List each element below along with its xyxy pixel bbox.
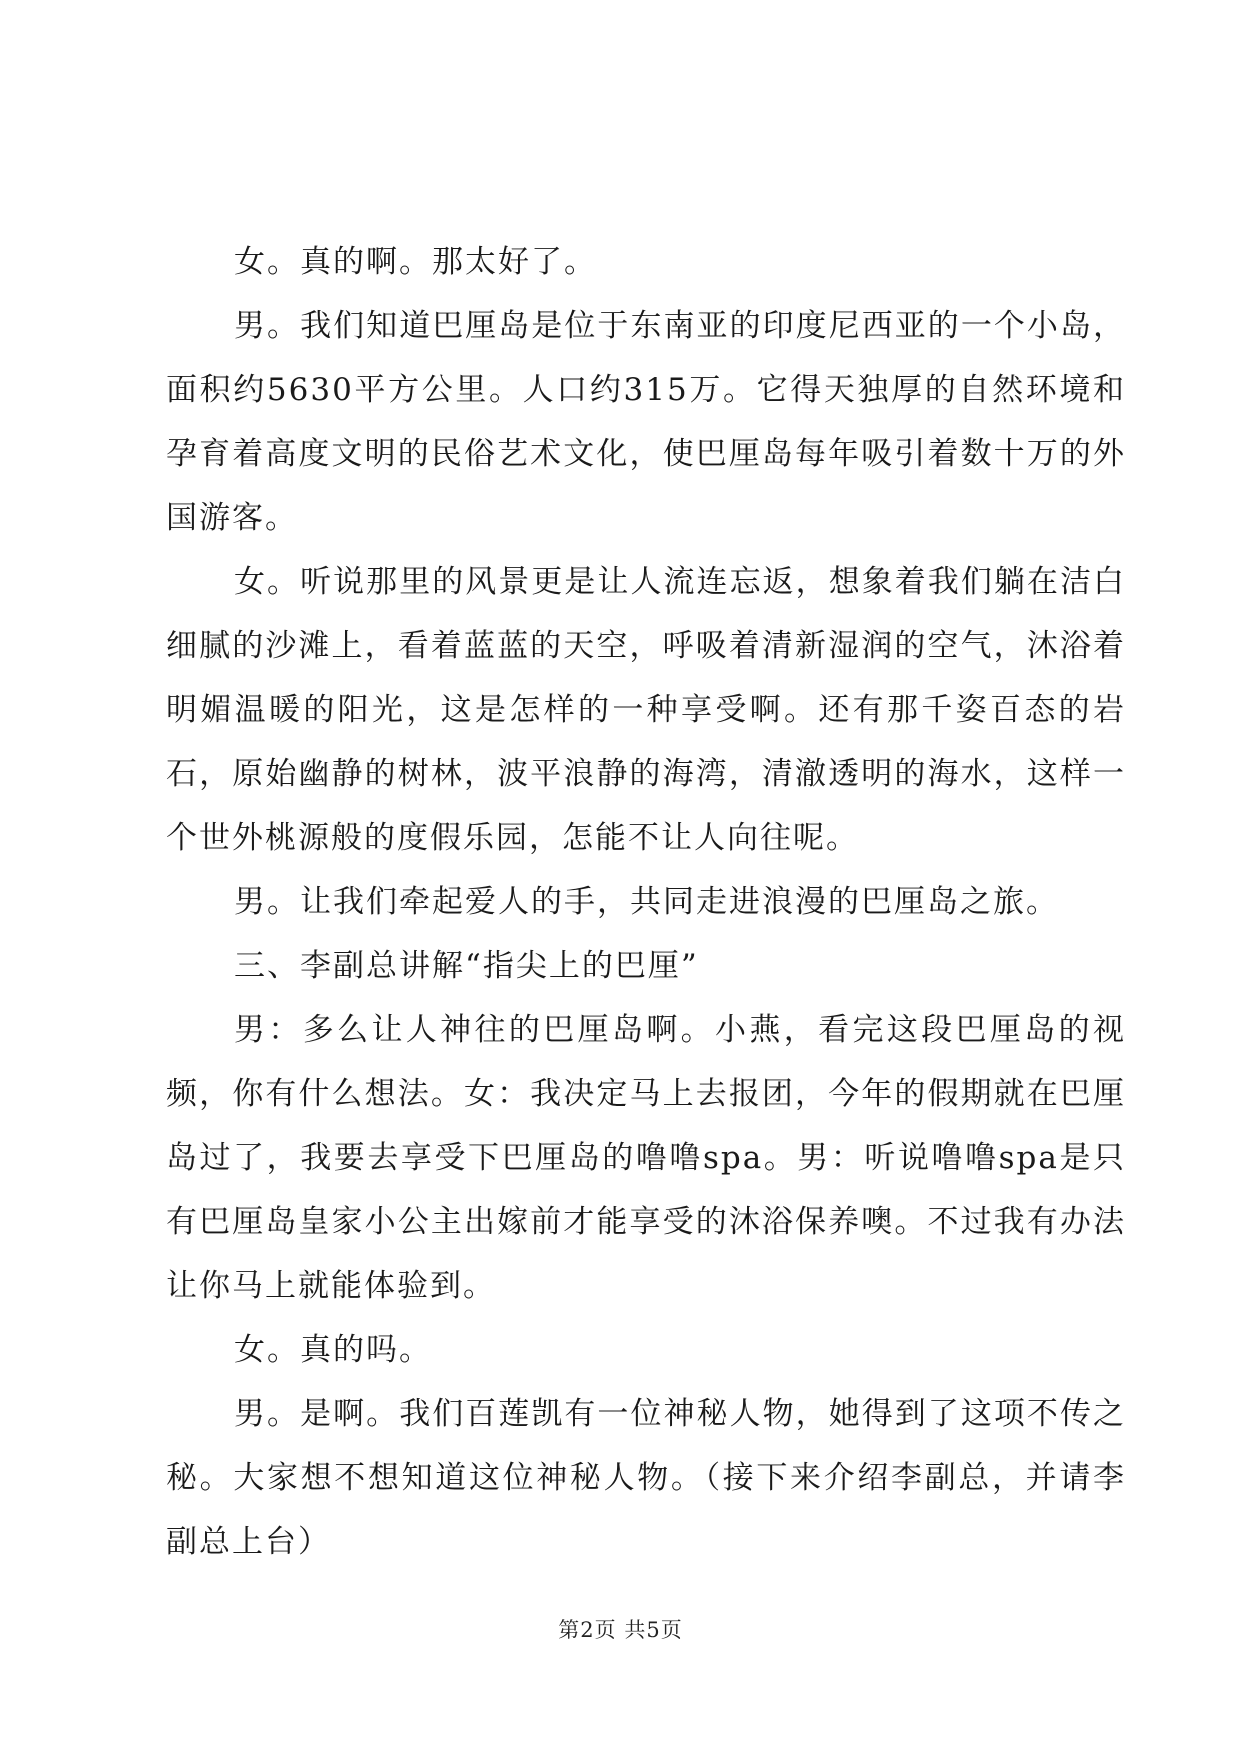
paragraph: 女。听说那里的风景更是让人流连忘返，想象着我们躺在洁白细腻的沙滩上，看着蓝蓝的天空，呼吸着清新湿润的空气，沐浴着明媚温暖的阳光，这是怎样的一种享受啊。还有那千姿百态的岩石，原始幽静的树林，波平浪静的海湾，清澈透明的海水，这样一个世外桃源般的度假乐园，怎能不让人向往呢。: [166, 564, 1126, 856]
paragraph: 女。真的吗。: [234, 1332, 432, 1368]
paragraph: 男。让我们牵起爱人的手，共同走进浪漫的巴厘岛之旅。: [234, 884, 1059, 920]
paragraph: 男：多么让人神往的巴厘岛啊。小燕，看完这段巴厘岛的视频，你有什么想法。女：我决定马上去报团，今年的假期就在巴厘岛过了，我要去享受下巴厘岛的噜噜spa。男：听说噜噜spa是只有巴厘岛皇家小公主出嫁前才能享受的沐浴保养噢。不过我有办法让你马上就能体验到。: [166, 1012, 1126, 1304]
paragraph: 男。我们知道巴厘岛是位于东南亚的印度尼西亚的一个小岛，面积约5630平方公里。人口约315万。它得天独厚的自然环境和孕育着高度文明的民俗艺术文化，使巴厘岛每年吸引着数十万的外国游客。: [166, 308, 1126, 536]
section-heading: 三、李副总讲解“指尖上的巴厘”: [234, 948, 699, 984]
document-body: [166, 230, 1126, 1574]
page-number-footer: 第2页 共5页: [558, 1618, 683, 1642]
paragraph: 女。真的啊。那太好了。: [234, 244, 597, 280]
paragraph: 男。是啊。我们百莲凯有一位神秘人物，她得到了这项不传之秘。大家想不想知道这位神秘人物。（接下来介绍李副总，并请李副总上台）: [166, 1396, 1126, 1560]
